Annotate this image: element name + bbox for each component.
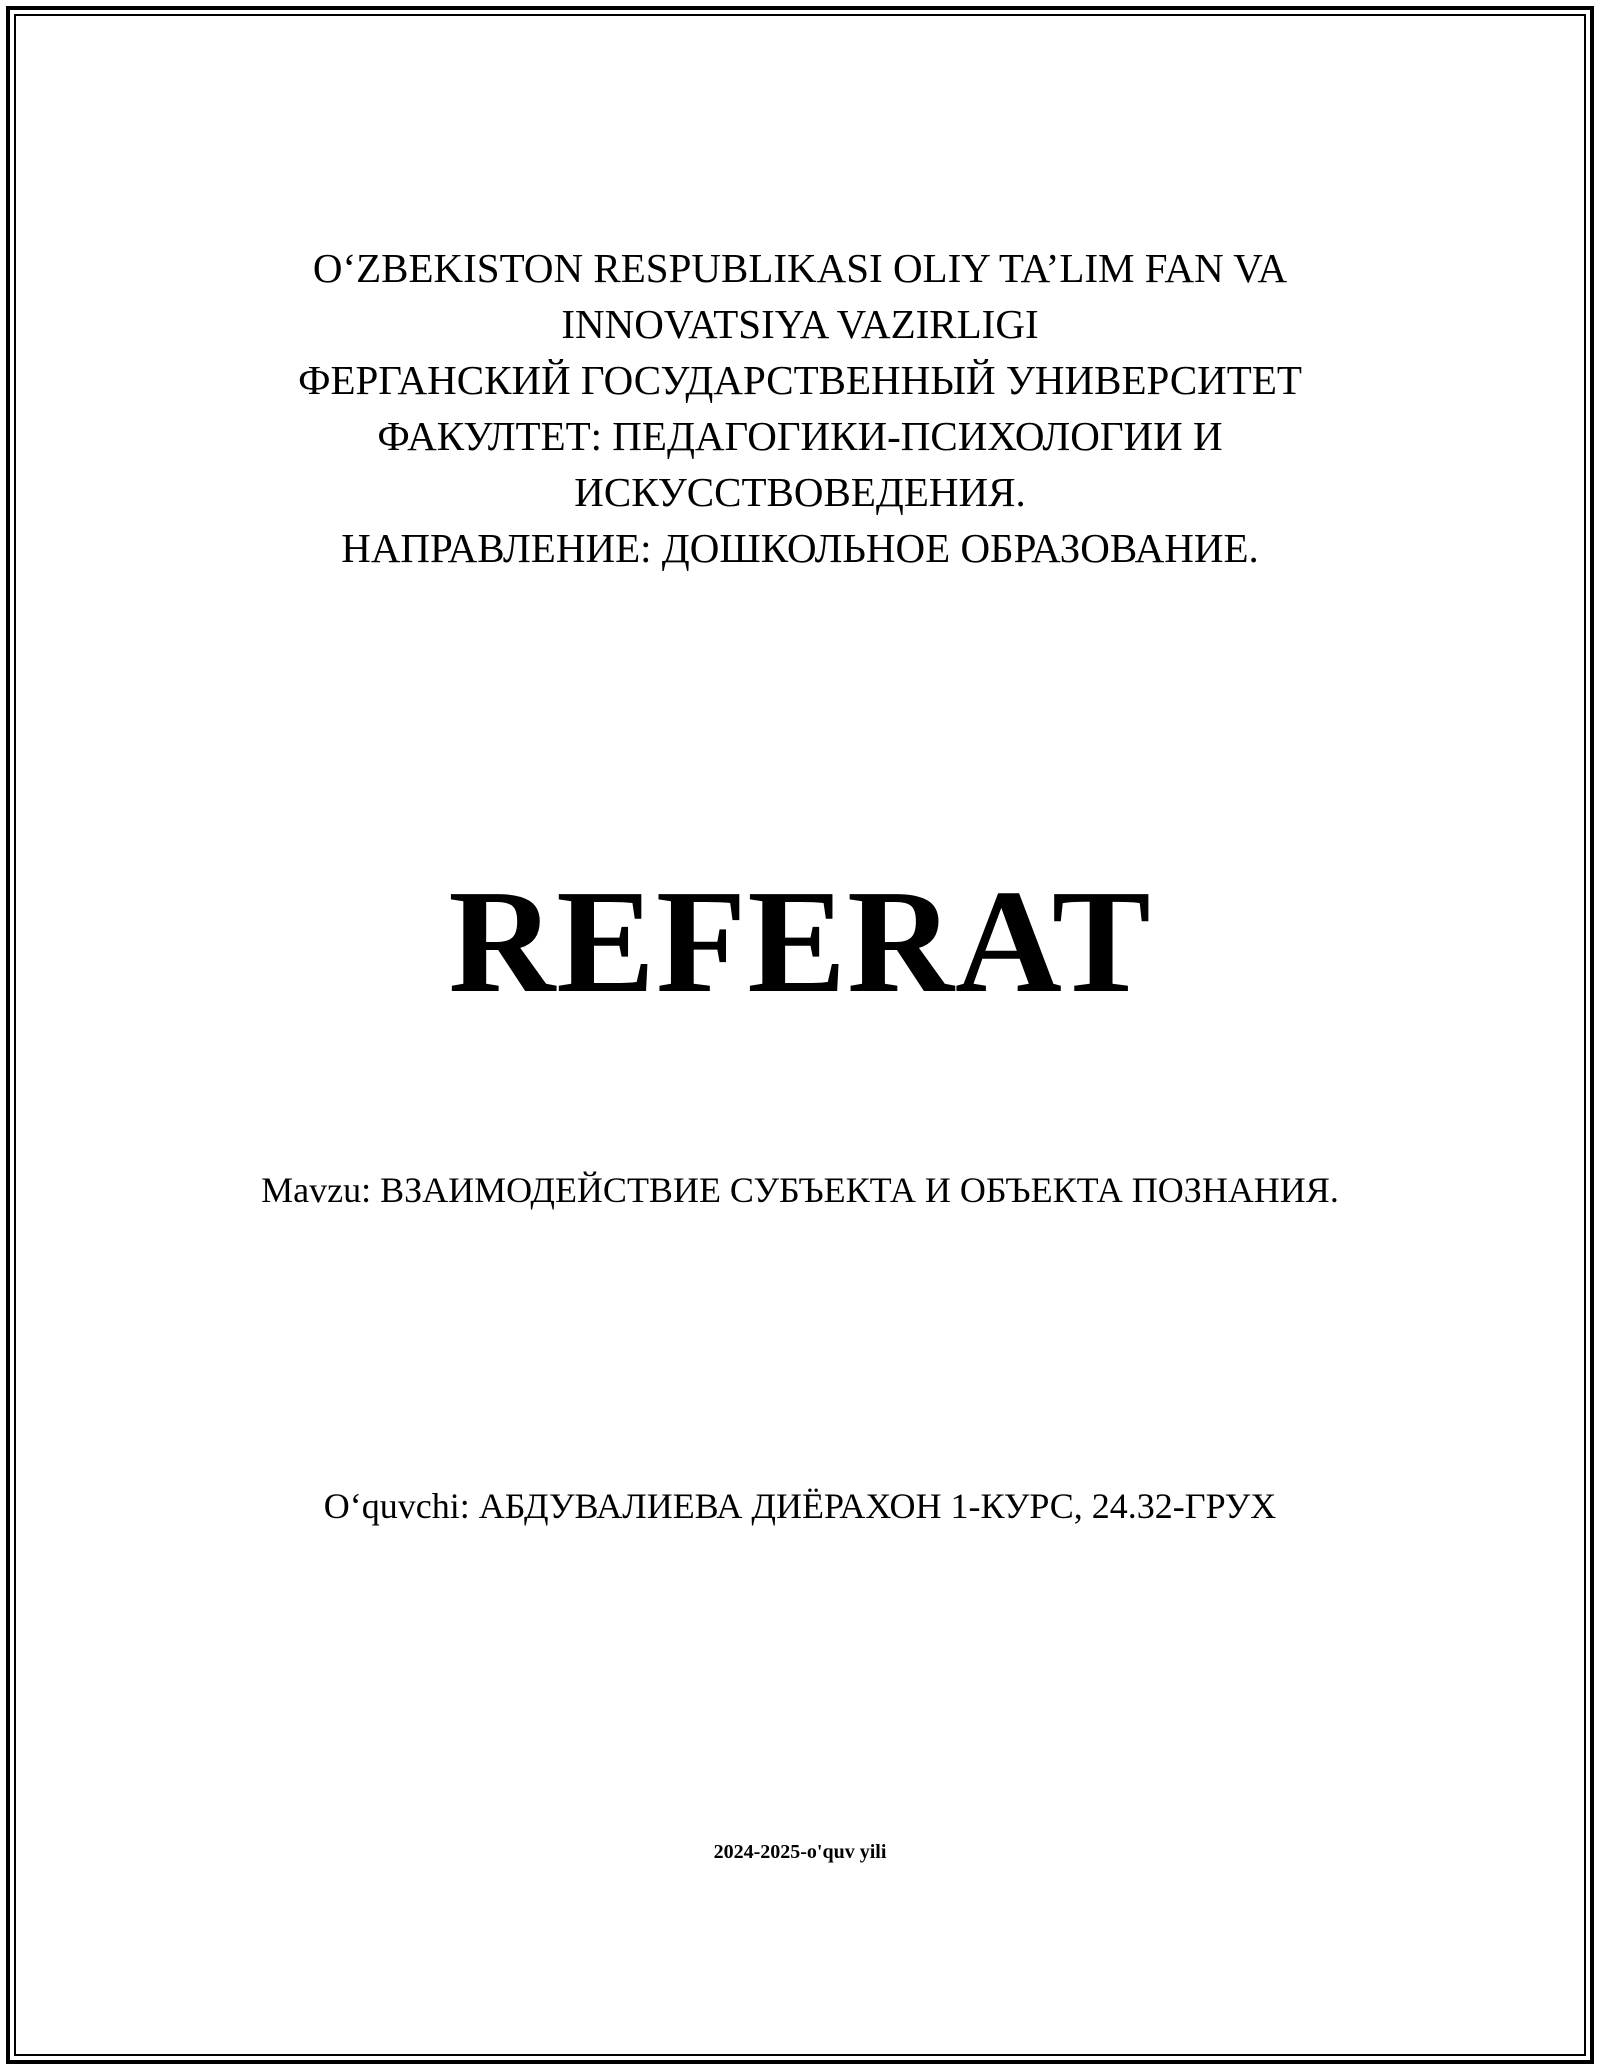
header-line: ИСКУССТВОВЕДЕНИЯ. bbox=[574, 469, 1026, 515]
header-line: O‘ZBEKISTON RESPUBLIKASI OLIY TA’LIM FAN VA bbox=[312, 245, 1288, 291]
topic-line: Mavzu: ВЗАИМОДЕЙСТВИЕ СУБЪЕКТА И ОБЪЕКТА ПОЗНАНИЯ. bbox=[261, 1170, 1339, 1210]
header-line: ФЕРГАНСКИЙ ГОСУДАРСТВЕННЫЙ УНИВЕРСИТЕТ bbox=[298, 357, 1302, 403]
academic-year: 2024-2025-o'quv yili bbox=[713, 1841, 887, 1863]
header-line: НАПРАВЛЕНИЕ: ДОШКОЛЬНОЕ ОБРАЗОВАНИЕ. bbox=[341, 525, 1259, 571]
institution-header bbox=[0, 240, 1600, 576]
student-line: O‘quvchi: АБДУВАЛИЕВА ДИЁРАХОН 1-КУРС, 24.32-ГРУХ bbox=[323, 1486, 1277, 1526]
document-title: REFERAT bbox=[448, 860, 1152, 1024]
header-line: ФАКУЛТЕТ: ПЕДАГОГИКИ-ПСИХОЛОГИИ И bbox=[377, 413, 1223, 459]
header-line: INNOVATSIYA VAZIRLIGI bbox=[561, 301, 1039, 347]
